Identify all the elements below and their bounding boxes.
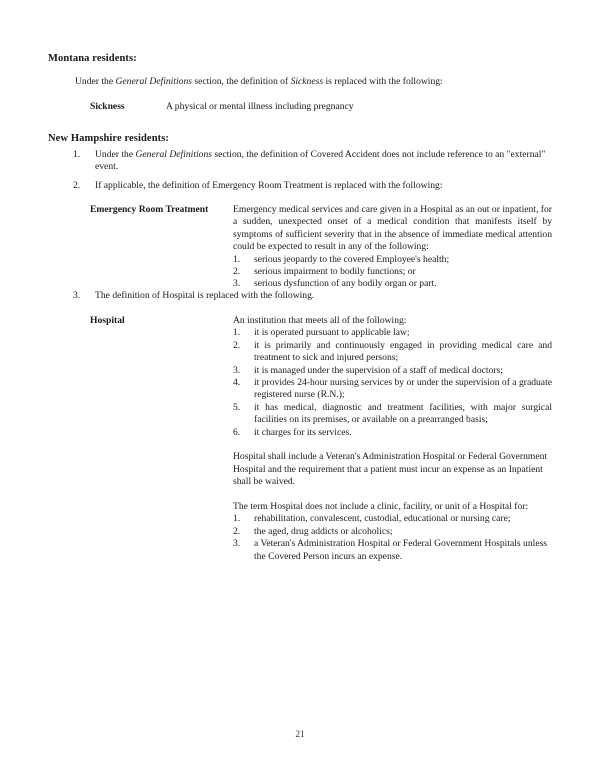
nh-item-1-text-after: section, the definition of Covered Accident does not include reference to an "external" event.: [95, 149, 546, 173]
sickness-definition-text: A physical or mental illness including pregnancy: [166, 101, 354, 112]
nh-item-1-italic-general-definitions: General Definitions: [135, 149, 212, 160]
hospital-criteria-item: [233, 327, 552, 339]
hospital-criteria-2-text: it is primarily and continuously engaged in providing medical care and treatment to sick and injured persons;: [254, 339, 552, 364]
page-number: 21: [295, 730, 305, 740]
hospital-criteria-3-number: 3.: [233, 364, 241, 376]
nh-item-3-number: 3.: [73, 290, 81, 301]
hospital-exclusion-3-number: 3.: [233, 538, 241, 550]
montana-intro-italic-general-definitions: General Definitions: [115, 76, 192, 87]
montana-intro-text-2: section, the definition of: [191, 76, 291, 87]
nh-item-1-text: [95, 149, 553, 174]
hospital-definition-body: [233, 315, 552, 563]
hospital-exclusion-item: [233, 513, 552, 525]
hospital-lead-paragraph: An institution that meets all of the following:: [233, 315, 407, 326]
hospital-exclusion-2-number: 2.: [233, 525, 241, 537]
hospital-criteria-5-text: it has medical, diagnostic and treatment facilities, with major surgical facilities on its premises, or available on a prearranged basis;: [254, 401, 552, 426]
hospital-criteria-5-number: 5.: [233, 401, 241, 413]
montana-intro-italic-sickness: Sickness: [290, 76, 324, 87]
hospital-exclusions-list: [233, 513, 552, 563]
hospital-criteria-item: [233, 377, 552, 402]
montana-intro-text-3: is replaced with the following:: [323, 76, 443, 87]
nh-item-1-number: 1.: [73, 149, 81, 160]
sickness-definition-row: [90, 101, 550, 115]
ert-sub-item-2-number: 2.: [233, 266, 241, 278]
ert-sub-list: [233, 254, 552, 291]
hospital-veterans-paragraph: Hospital shall include a Veteran's Administration Hospital or Federal Government Hospital and the requirement that a patient must incur an expense as an Inpatient shall be waived.: [233, 451, 548, 488]
ert-sub-item: [233, 254, 552, 266]
new-hampshire-residents-heading: New Hampshire residents:: [48, 133, 170, 144]
hospital-exclusion-item: [233, 538, 552, 563]
hospital-criteria-item: [233, 402, 552, 427]
ert-sub-item-1-text: serious jeopardy to the covered Employee's health;: [254, 253, 450, 265]
hospital-exclusion-item: [233, 526, 552, 538]
montana-intro-paragraph: [75, 76, 545, 88]
hospital-criteria-item: [233, 427, 552, 439]
hospital-criteria-2-number: 2.: [233, 339, 241, 351]
paragraph-spacer: [233, 489, 552, 501]
ert-sub-item-3-number: 3.: [233, 278, 241, 290]
nh-list-item-2: [73, 180, 553, 192]
hospital-exclusion-1-number: 1.: [233, 513, 241, 525]
hospital-criteria-4-text: it provides 24-hour nursing services by or under the supervision of a graduate registered nurse (R.N.);: [254, 377, 552, 401]
emergency-room-treatment-definition-body: [233, 204, 552, 291]
hospital-criteria-3-text: it is managed under the supervision of a staff of medical doctors;: [254, 364, 503, 376]
ert-sub-item-2-text: serious impairment to bodily functions; or: [254, 266, 416, 278]
hospital-criteria-item: [233, 365, 552, 377]
nh-list-item-3: [73, 290, 553, 302]
nh-item-2-text: If applicable, the definition of Emergency Room Treatment is replaced with the following:: [95, 180, 443, 191]
hospital-criteria-item: [233, 340, 552, 365]
hospital-criteria-1-number: 1.: [233, 327, 241, 339]
ert-sub-item: [233, 266, 552, 278]
hospital-exclusion-1-text: rehabilitation, convalescent, custodial, educational or nursing care;: [254, 513, 511, 525]
nh-item-1-text-before: Under the: [95, 149, 136, 160]
nh-item-3-text: The definition of Hospital is replaced with the following.: [95, 290, 315, 301]
ert-sub-item-1-number: 1.: [233, 253, 241, 265]
paragraph-spacer: [233, 439, 552, 451]
ert-lead-paragraph: Emergency medical services and care given in a Hospital as an out or inpatient, for a sudden, unexpected onset of a medical condition that manifests itself by symptoms of sufficient severity that in the absence of immediate medical attention could be expected to result in any of the following:: [233, 204, 552, 253]
hospital-exclusion-3-text: a Veteran's Administration Hospital or Federal Government Hospitals unless the Covered Person incurs an expense.: [254, 538, 548, 562]
nh-list-item-1: [73, 149, 553, 174]
sickness-term: Sickness: [90, 101, 125, 112]
nh-item-2-number: 2.: [73, 180, 81, 191]
hospital-criteria-4-number: 4.: [233, 377, 241, 389]
hospital-criteria-list: [233, 327, 552, 439]
hospital-exclusion-2-text: the aged, drug addicts or alcoholics;: [254, 525, 393, 537]
emergency-room-treatment-term: Emergency Room Treatment: [90, 204, 209, 215]
hospital-term: Hospital: [90, 315, 125, 326]
hospital-exclusions-lead: The term Hospital does not include a clinic, facility, or unit of a Hospital for:: [233, 501, 529, 513]
hospital-criteria-1-text: it is operated pursuant to applicable law;: [254, 327, 410, 339]
ert-sub-item: [233, 278, 552, 290]
montana-residents-heading: Montana residents:: [48, 53, 137, 64]
montana-intro-text-1: Under the: [75, 76, 116, 87]
hospital-criteria-6-number: 6.: [233, 426, 241, 438]
ert-sub-item-3-text: serious dysfunction of any bodily organ or part.: [254, 278, 437, 290]
hospital-criteria-6-text: it charges for its services.: [254, 426, 352, 438]
